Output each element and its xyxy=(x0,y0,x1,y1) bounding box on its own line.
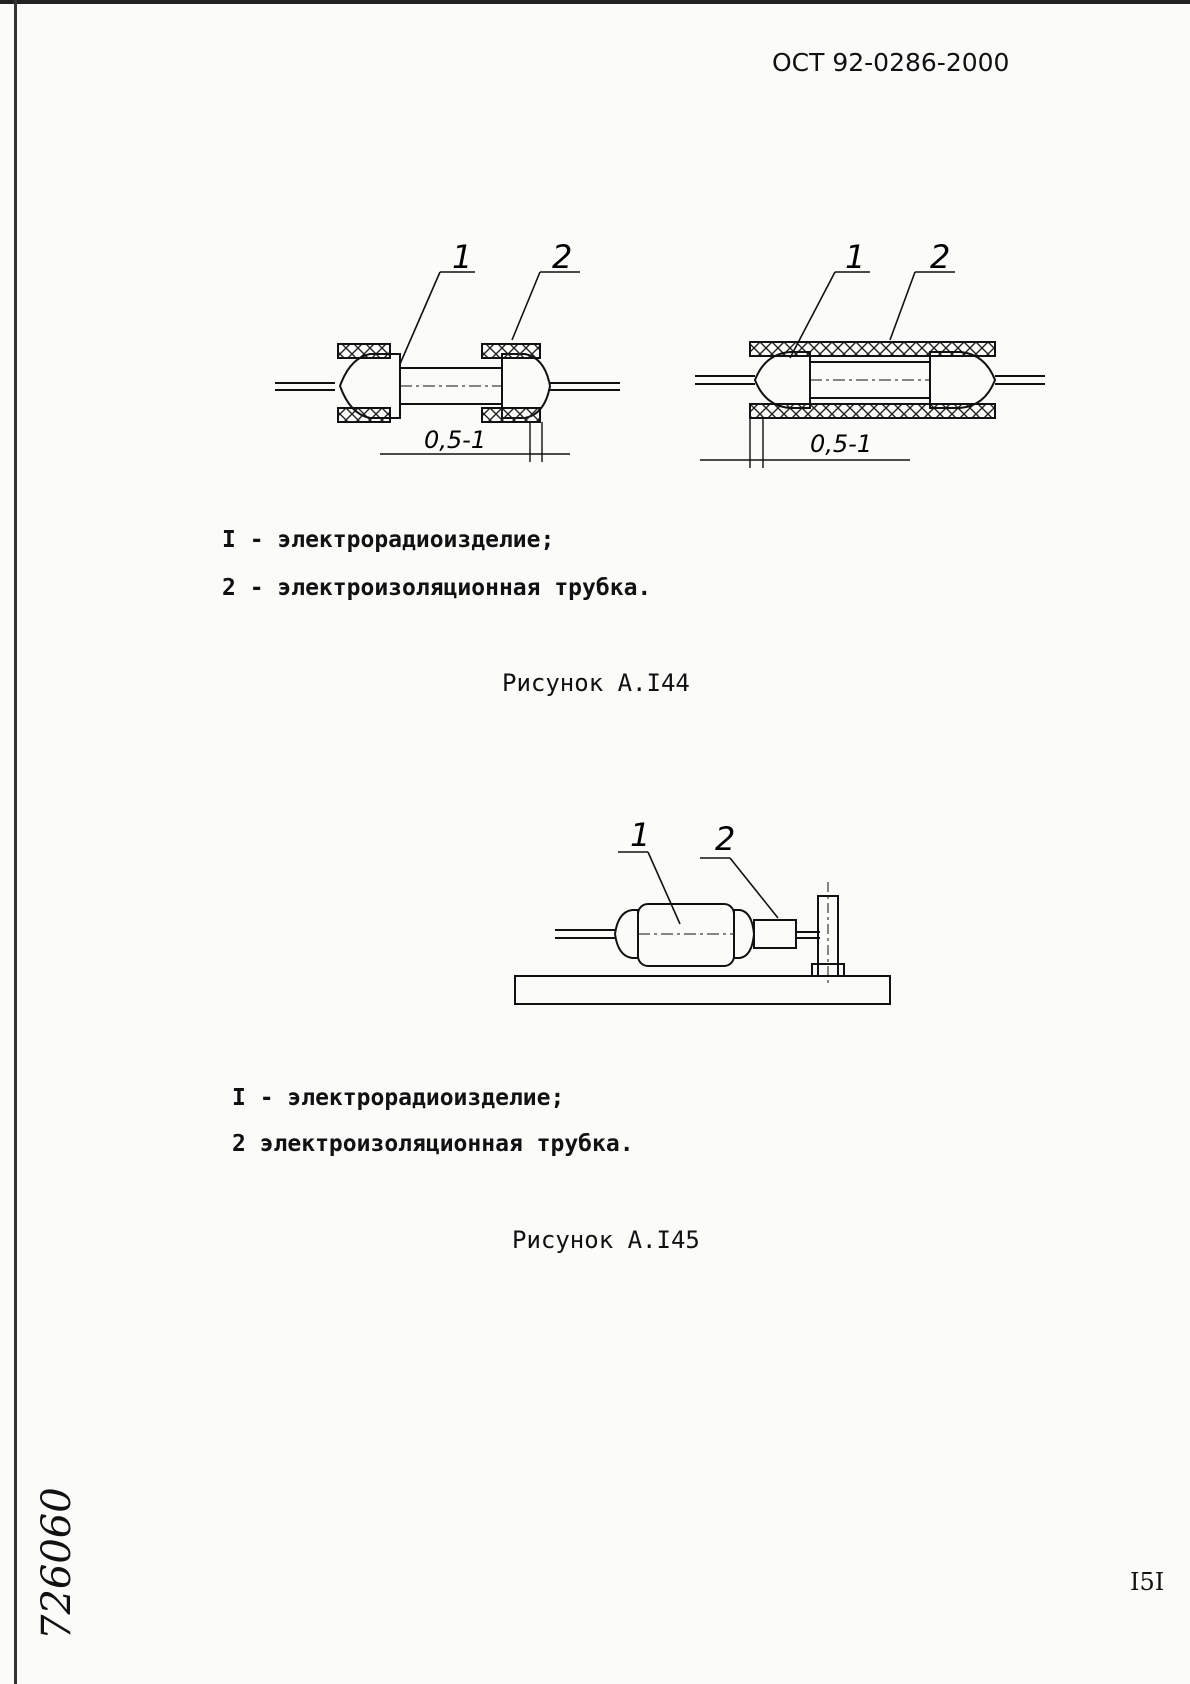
figure-145-callout-1: 1 xyxy=(630,820,651,854)
page-number: I5I xyxy=(1130,1568,1165,1596)
page-top-border xyxy=(0,0,1190,4)
figure-144-legend-item-2: 2 - электроизоляционная трубка. xyxy=(222,575,652,601)
figure-144-caption: Рисунок А.I44 xyxy=(502,669,690,697)
figure-144-drawing xyxy=(250,240,1050,480)
figure-145-legend-item-1: I - электрорадиоизделие; xyxy=(232,1085,565,1111)
figure-145-caption: Рисунок А.I45 xyxy=(512,1226,700,1254)
page-left-border xyxy=(14,0,17,1684)
figure-144-callout-1b: 1 xyxy=(845,240,866,276)
figure-144-legend-item-1: I - электрорадиоизделие; xyxy=(222,527,555,553)
figure-144-callout-2b: 2 xyxy=(930,240,951,276)
figure-144-callout-2a: 2 xyxy=(552,240,573,276)
figure-144-dimension-label-b: 0,5-1 xyxy=(810,430,873,458)
figure-145-drawing xyxy=(510,820,910,1020)
margin-inventory-number: 726060 xyxy=(34,1487,80,1640)
figure-145-callout-2: 2 xyxy=(715,820,736,858)
figure-145-legend-item-2: 2 электроизоляционная трубка. xyxy=(232,1131,634,1157)
document-code: ОСТ 92-0286-2000 xyxy=(772,48,1010,77)
figure-144-callout-1a: 1 xyxy=(452,240,473,276)
figure-144-dimension-label-a: 0,5-1 xyxy=(424,426,487,454)
